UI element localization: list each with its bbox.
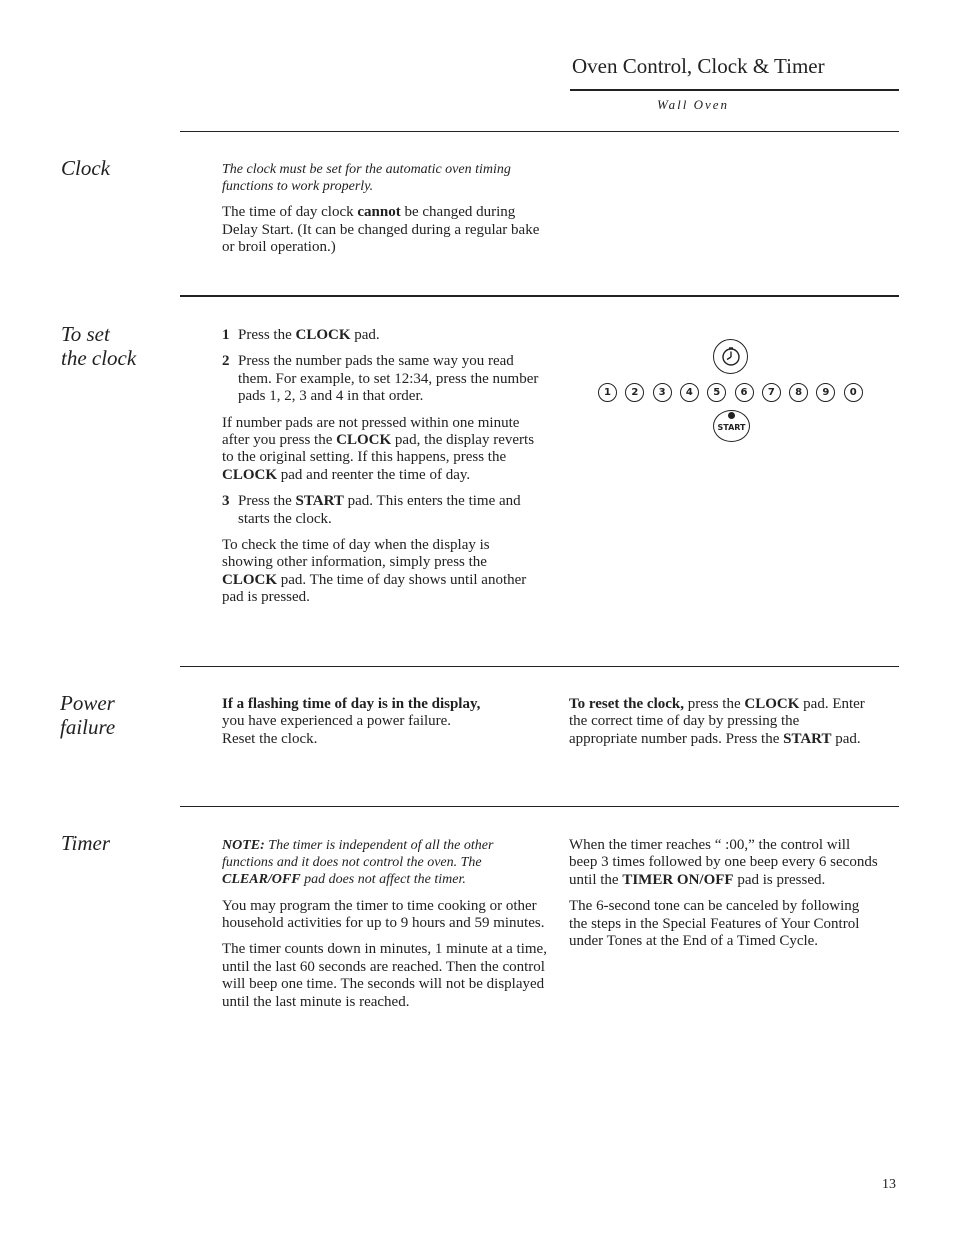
text: press the [683,696,745,712]
timer-beep-paragraph [569,837,879,889]
text: pad. Enter the correct time of day by pressing the appropriate number pads. Press the [569,696,865,747]
timer-paragraph: The 6-second tone can be canceled by following the steps in the Special Features of Your Control under Tones at the End of a Timed Cycle. [569,898,860,950]
reset-clock-paragraph [569,696,869,748]
title-line: failure [60,715,116,739]
number-pad-1: 1 [598,383,617,402]
timer-note [222,837,548,889]
number-pad-8: 8 [789,383,808,402]
number-pad-7: 7 [762,383,781,402]
page-number: 13 [882,1177,896,1192]
bold-text: CLOCK [222,571,278,588]
clock-section-body [222,161,542,266]
text: Reset the clock. [222,730,318,747]
title-line: To set [61,322,110,346]
clock-icon [720,346,742,368]
text: pad. [831,730,861,747]
timer-left [222,837,548,1020]
bold-text: NOTE: [222,838,265,853]
text: The timer is independent of all the other functions and it does not control the oven. The [222,838,494,871]
step-3 [222,493,544,528]
section-divider [180,806,899,807]
clock-note: The clock must be set for the automatic oven timing functions to work properly. [222,162,511,195]
header-rule [570,89,899,91]
clock-pad [713,339,748,374]
title-line: Power [60,691,115,715]
bold-text: CLOCK [336,432,392,449]
step-number: 3 [222,493,230,510]
text: pad does not affect the timer. [300,872,466,888]
step-text: Press the number pads the same way you read them. For example, to set 12:34, press the number pads 1, 2, 3 and 4 in that order. [238,353,539,405]
number-pad-5: 5 [707,383,726,402]
text: pad and reenter the time of day. [277,466,471,483]
text: pad. [350,327,380,343]
bold-text: CLOCK [222,466,278,483]
text: you have experienced a power failure. [222,713,452,730]
section-title-timer: Timer [61,831,111,855]
start-label: START [717,423,746,432]
start-pad [713,410,750,442]
bold-text: cannot [357,204,401,221]
bold-text: CLEAR/OFF [222,872,301,888]
bold-text: To reset the clock, [569,696,684,712]
text: Press the [238,327,296,343]
timer-paragraph: The timer counts down in minutes, 1 minute at a time, until the last 60 seconds are reached. Then the control will beep one time. The seconds will not be displayed until the last minute is reached. [222,941,547,1010]
section-title-set-clock [61,322,136,370]
bold-text: START [295,493,344,510]
text: The time of day clock [222,204,358,221]
text: To check the time of day when the display is showing other information, simply press the [222,537,490,571]
power-failure-left [222,696,542,748]
number-pad-3: 3 [653,383,672,402]
title-line: the clock [61,346,137,370]
step-2 [222,353,544,405]
check-time-paragraph [222,537,544,607]
timer-paragraph: You may program the timer to time cooking or other household activities for up to 9 hours and 59 minutes. [222,897,545,932]
section-title-power-failure [60,691,115,739]
text: pad. This enters the time and starts the clock. [238,493,521,527]
bold-text: TIMER ON/OFF [622,871,734,888]
section-divider [180,131,899,132]
section-divider [180,295,899,297]
number-pad-9: 9 [816,383,835,402]
bold-text: If a flashing time of day is in the display, [222,696,481,712]
step-1 [222,327,544,344]
text: pad, the display reverts to the original setting. If this happens, press the [222,432,535,466]
text: be changed during Delay Start. (It can be changed during a regular bake or broil operation.) [222,204,540,256]
number-pad-2: 2 [625,383,644,402]
text: pad. The time of day shows until another pad is pressed. [222,571,527,606]
timer-right [569,837,879,959]
text: pad is pressed. [733,871,826,888]
step-number: 1 [222,327,230,343]
section-divider [180,666,899,667]
clock-paragraph [222,204,542,256]
step-text [238,493,544,528]
bold-text: START [783,730,832,747]
page-header-title: Oven Control, Clock & Timer [572,54,825,78]
bold-text: CLOCK [295,327,351,343]
timeout-paragraph [222,415,544,485]
power-failure-right [569,696,869,757]
text: When the timer reaches “ :00,” the control will beep 3 times followed by one beep every 6 seconds until the [569,837,878,888]
bold-text: CLOCK [744,696,800,712]
step-number: 2 [222,353,230,370]
text: If number pads are not pressed within one minute after you press the [222,414,520,449]
set-clock-section-body [222,327,544,616]
step-text [238,327,544,344]
text: Press the [238,493,296,510]
page-header-subtitle: Wall Oven [657,97,730,112]
number-pad-0: 0 [844,383,863,402]
section-title-clock: Clock [61,156,110,180]
number-pad-6: 6 [735,383,754,402]
number-pad-4: 4 [680,383,699,402]
